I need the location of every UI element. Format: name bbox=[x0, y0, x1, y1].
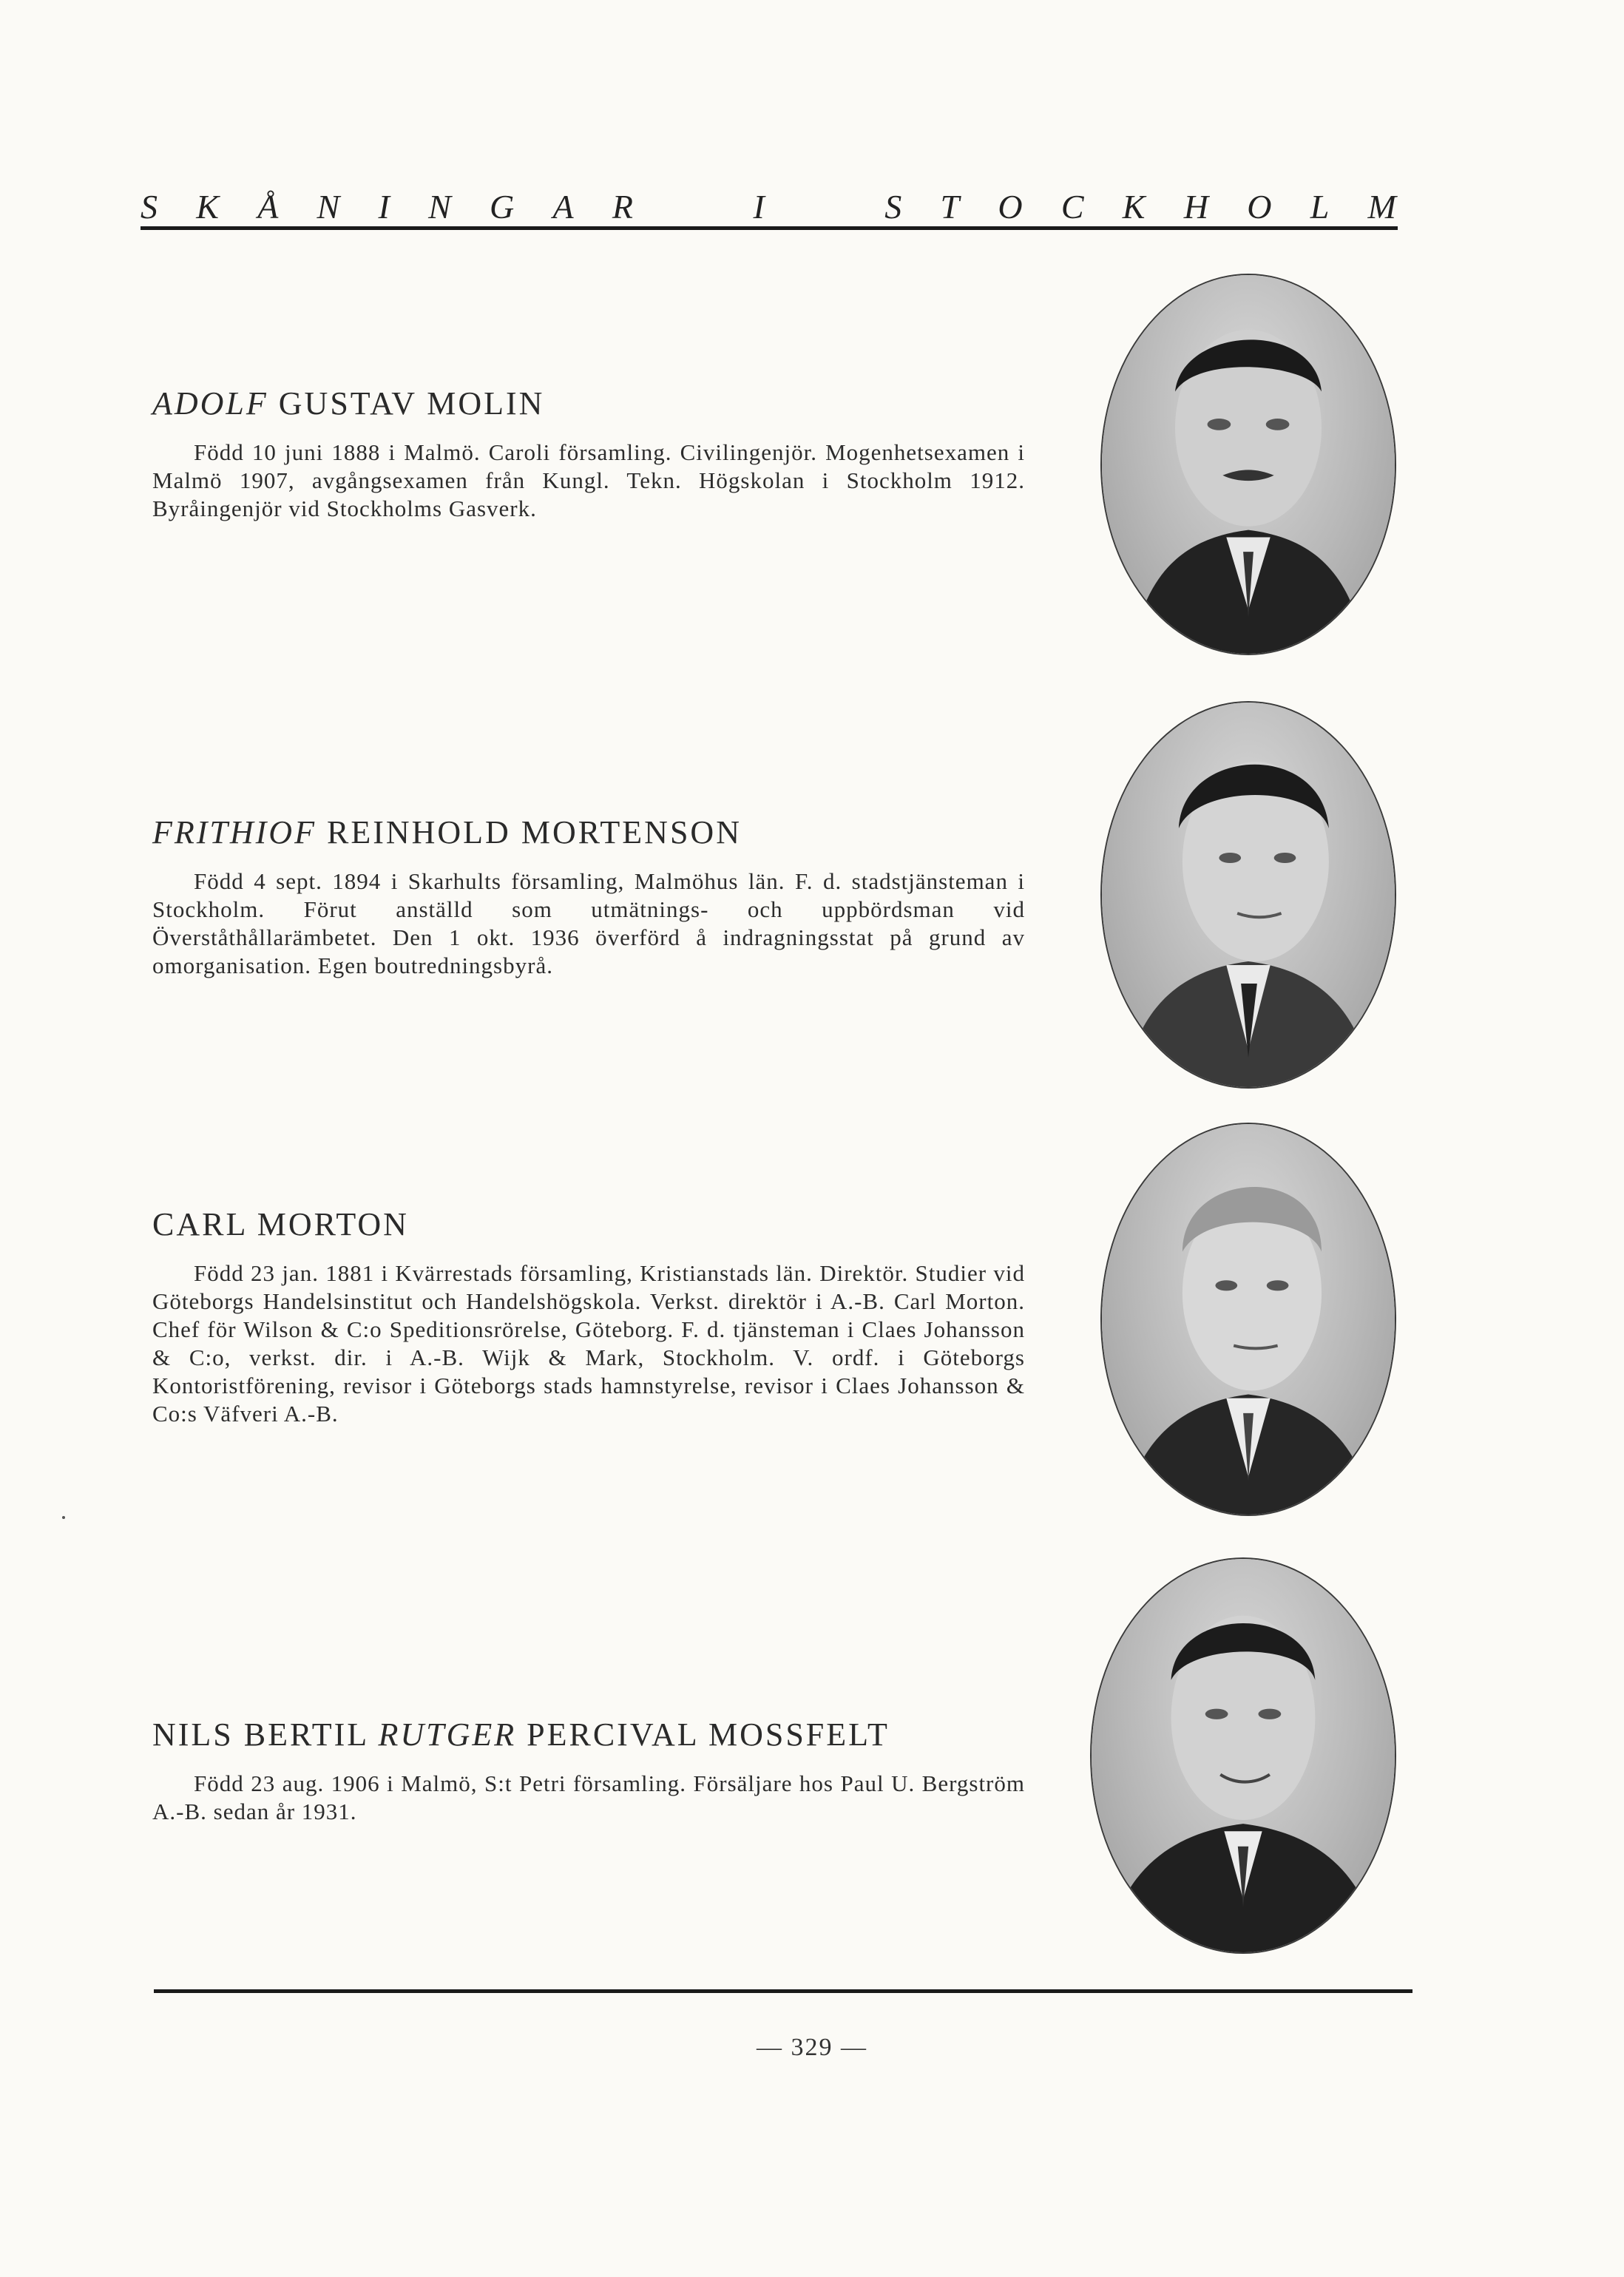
page-number: — 329 — bbox=[757, 2034, 867, 2061]
name-rest: GUSTAV MOLIN bbox=[278, 385, 545, 422]
header-letter: S bbox=[141, 188, 159, 226]
biography-entry bbox=[152, 1205, 1025, 1428]
name-pre: NILS BERTIL bbox=[152, 1716, 368, 1753]
portrait-photo bbox=[1102, 275, 1395, 654]
header-letter: L bbox=[1310, 188, 1331, 226]
biography-text: Född 4 sept. 1894 i Skarhults församling, Malmöhus län. F. d. stadstjänsteman i Stockholm. Förut anställd som utmätnings- och uppbördsman vid Överståthållarämbetet. Den 1 okt. 1936 överförd å indragningsstat på grund av omorganisation. Egen boutredningsbyrå. bbox=[152, 868, 1025, 978]
header-letter: S bbox=[884, 188, 904, 226]
name-rest: PERCIVAL MOSSFELT bbox=[527, 1716, 890, 1753]
header-letter: Å bbox=[257, 188, 280, 226]
header-letter: O bbox=[1247, 188, 1273, 226]
portrait-photo bbox=[1102, 1124, 1395, 1515]
name-italic: ADOLF bbox=[152, 385, 268, 422]
header-letter: N bbox=[317, 188, 342, 226]
header-letter: I bbox=[378, 188, 391, 226]
person-name bbox=[152, 1716, 1025, 1753]
biography-entry bbox=[152, 385, 1025, 523]
header-letter: I bbox=[753, 188, 766, 226]
biography-entry bbox=[152, 1716, 1025, 1826]
biography-text: Född 10 juni 1888 i Malmö. Caroli församling. Civilingenjör. Mogenhetsexamen i Malmö 1907, avgångsexamen från Kungl. Tekn. Högskolan i Stockholm 1912. Byråingenjör vid Stockholms Gasverk. bbox=[152, 439, 1025, 521]
header-letter: H bbox=[1183, 188, 1210, 226]
header-letter: G bbox=[490, 188, 516, 226]
biography-entry bbox=[152, 813, 1025, 980]
running-header bbox=[141, 175, 1398, 226]
footer-rule bbox=[154, 1989, 1412, 1993]
biography-text: Född 23 aug. 1906 i Malmö, S:t Petri församling. Försäljare hos Paul U. Bergström A.-B. sedan år 1931. bbox=[152, 1770, 1025, 1824]
portrait-photo bbox=[1092, 1559, 1395, 1952]
biography-text: Född 23 jan. 1881 i Kvärrestads församling, Kristianstads län. Direktör. Studier vid Göteborgs Handelsinstitut och Handelshögskola. Verkst. direktör i A.-B. Carl Morton. Chef för Wilson & C:o Speditionsrörelse, Göteborg. F. d. tjänsteman i Claes Johansson & C:o, verkst. dir. i A.-B. Wijk & Mark, Stockholm. V. ordf. i Göteborgs Kontoristförening, revisor i Göteborgs stads hamnstyrelse, revisor i Claes Johansson & Co:s Väfveri A.-B. bbox=[152, 1260, 1025, 1427]
header-letter: T bbox=[940, 188, 961, 226]
person-name bbox=[152, 813, 1025, 851]
header-letter: C bbox=[1060, 188, 1086, 226]
header-letter: A bbox=[552, 188, 575, 226]
header-letter: K bbox=[196, 188, 220, 226]
header-letter: N bbox=[428, 188, 453, 226]
name-rest: REINHOLD MORTENSON bbox=[326, 814, 742, 850]
header-letter: O bbox=[998, 188, 1024, 226]
person-name: CARL MORTON bbox=[152, 1206, 409, 1242]
name-italic: FRITHIOF bbox=[152, 814, 317, 850]
print-speck bbox=[62, 1516, 65, 1519]
header-rule bbox=[141, 226, 1398, 230]
person-name bbox=[152, 385, 1025, 422]
header-letter: R bbox=[612, 188, 635, 226]
portrait-photo bbox=[1102, 703, 1395, 1087]
header-letter: M bbox=[1367, 188, 1398, 226]
name-italic: RUTGER bbox=[378, 1716, 517, 1753]
header-letter: K bbox=[1122, 188, 1147, 226]
